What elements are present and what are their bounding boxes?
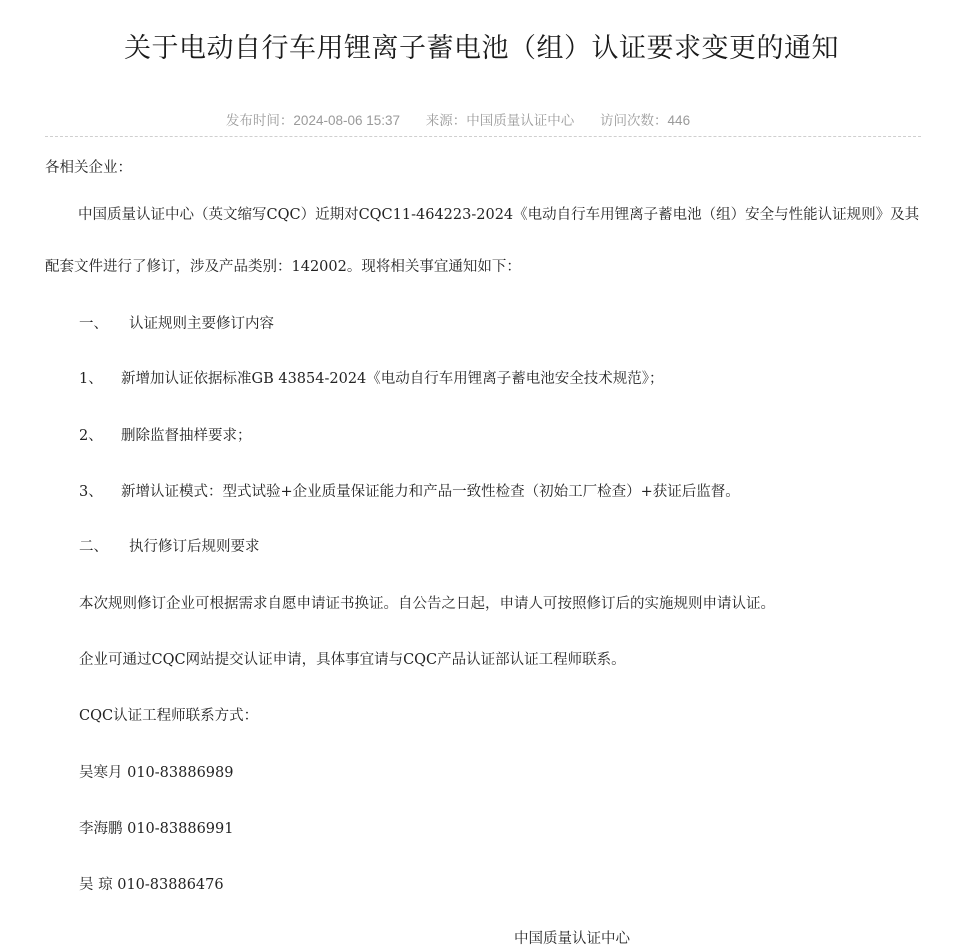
intro-paragraph: 中国质量认证中心（英文缩写CQC）近期对CQC11-464223-2024《电动自行车用锂离子蓄电池（组）安全与性能认证规则》及其配套文件进行了修订，涉及产品类别：142002。现将相关事宜通知如下： [45,207,920,275]
section-title: 执行修订后规则要求 [129,539,260,555]
page-title: 关于电动自行车用锂离子蓄电池（组）认证要求变更的通知 [124,33,839,64]
section-number: 二、 [79,539,108,555]
item-text: 新增加认证依据标准GB 43854-2024《电动自行车用锂离子蓄电池安全技术规范》； [121,371,664,387]
article-source: 来源：中国质量认证中心 [425,113,575,128]
item-text: 删除监督抽样要求； [121,428,252,444]
contact-entry: 吴 琼 010-83886476 [79,877,224,893]
salutation: 各相关企业： [45,160,132,176]
contact-entry: 李海鹏 010-83886991 [79,821,234,837]
contact-heading: CQC认证工程师联系方式： [79,708,259,724]
section-number: 一、 [79,316,108,332]
paragraph-reissue: 本次规则修订企业可根据需求自愿申请证书换证。自公告之日起，申请人可按照修订后的实施规则申请认证。 [79,596,775,612]
title-divider [45,136,921,137]
item-number: 3、 [79,484,103,500]
visit-count: 访问次数：446 [600,113,691,128]
list-item [79,367,664,388]
article-meta [0,109,916,129]
publish-time: 发布时间：2024-08-06 15:37 [225,113,401,128]
contact-entry: 吴寒月 010-83886989 [79,765,234,781]
item-number: 1、 [79,371,103,387]
section-title: 认证规则主要修订内容 [129,316,274,332]
section-heading-1 [79,312,274,333]
paragraph-apply: 企业可通过CQC网站提交认证申请，具体事宜请与CQC产品认证部认证工程师联系。 [79,652,626,668]
signature: 中国质量认证中心 [514,931,630,947]
item-number: 2、 [79,428,103,444]
item-text: 新增认证模式：型式试验+企业质量保证能力和产品一致性检查（初始工厂检查）+获证后监督。 [121,484,740,500]
list-item [79,480,740,501]
list-item [79,424,252,445]
section-heading-2 [79,535,260,556]
